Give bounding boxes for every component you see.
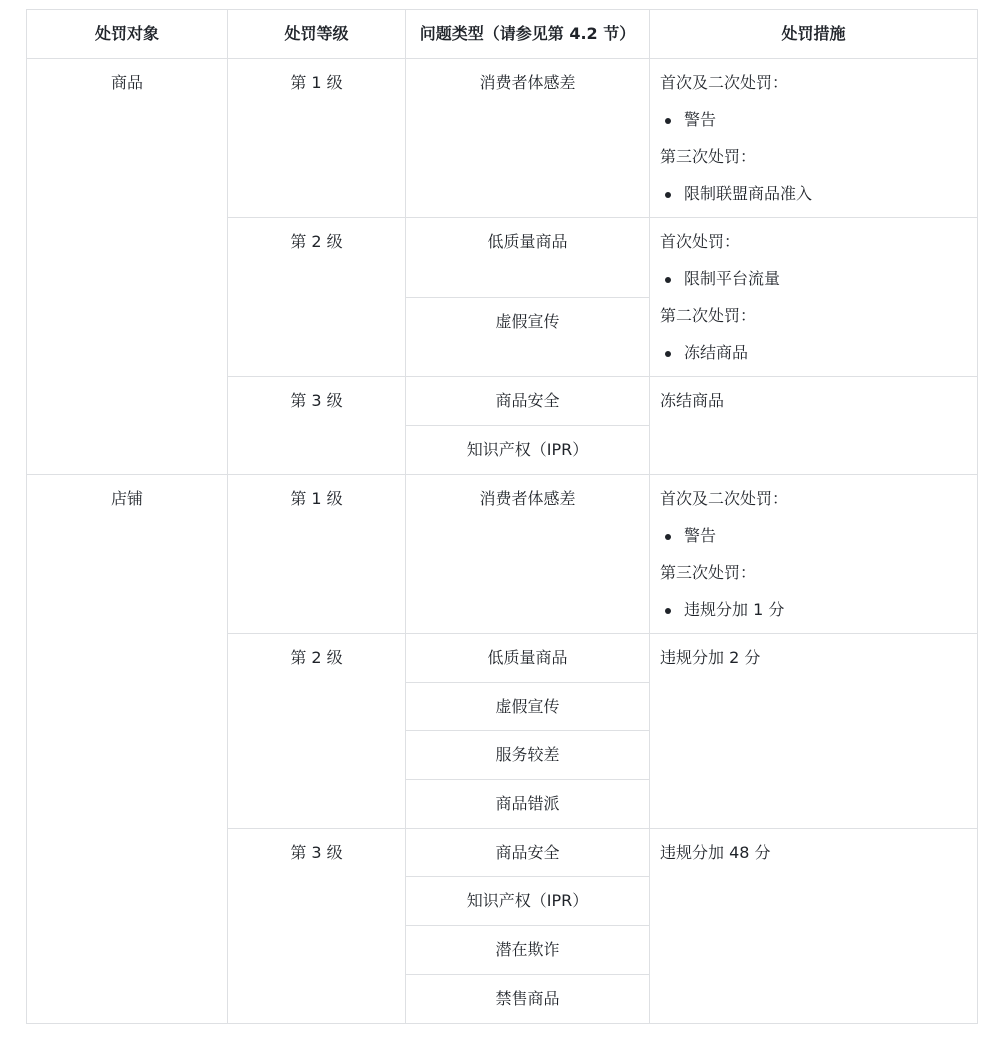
header-cell-level: 处罚等级: [228, 10, 406, 59]
issue-cell: 服务较差: [406, 731, 650, 780]
measure-heading: 第三次处罚：: [660, 563, 757, 582]
issue-cell: 知识产权（IPR）: [406, 877, 650, 926]
issue-cell: 商品安全: [406, 377, 650, 426]
level-cell: 第 2 级: [228, 634, 406, 829]
measure-heading: 首次处罚：: [660, 232, 741, 251]
measure-cell: [650, 475, 978, 634]
measure-cell: [650, 377, 978, 475]
measure-cell: [650, 634, 978, 829]
issue-cell: 知识产权（IPR）: [406, 426, 650, 475]
measure-bullet: 限制联盟商品准入: [660, 184, 967, 204]
measure-text: 违规分加 2 分: [660, 648, 761, 667]
issue-cell: 商品安全: [406, 829, 650, 877]
level-cell: 第 2 级: [228, 218, 406, 377]
object-cell-store: 店铺: [27, 475, 228, 1024]
measure-bullet: 冻结商品: [660, 343, 967, 363]
measure-heading: 第二次处罚：: [660, 306, 757, 325]
measure-bullet: 警告: [660, 526, 967, 563]
issue-cell: 潜在欺诈: [406, 926, 650, 975]
level-cell: 第 1 级: [228, 59, 406, 218]
issue-cell: 禁售商品: [406, 975, 650, 1024]
level-cell: 第 3 级: [228, 829, 406, 1024]
issue-cell: 低质量商品: [406, 634, 650, 683]
measure-heading: 首次及二次处罚：: [660, 489, 789, 508]
issue-cell: 虚假宣传: [406, 298, 650, 377]
measure-bullet: 违规分加 1 分: [660, 600, 967, 620]
issue-cell: 虚假宣传: [406, 683, 650, 731]
issue-cell: 消费者体感差: [406, 59, 650, 218]
table-row: [27, 475, 978, 634]
measure-cell: [650, 829, 978, 1024]
object-cell-product: 商品: [27, 59, 228, 475]
measure-cell: [650, 59, 978, 218]
header-cell-measures: 处罚措施: [650, 10, 978, 59]
measure-heading: 首次及二次处罚：: [660, 73, 789, 92]
level-cell: 第 1 级: [228, 475, 406, 634]
issue-cell: 商品错派: [406, 780, 650, 829]
measure-text: 冻结商品: [660, 391, 725, 410]
table-body: [27, 59, 978, 1024]
penalty-table: [26, 9, 978, 1024]
measure-heading: 第三次处罚：: [660, 147, 757, 166]
issue-cell: 低质量商品: [406, 218, 650, 298]
penalty-table-wrapper: [26, 9, 978, 1024]
measure-cell: [650, 218, 978, 377]
measure-bullet: 警告: [660, 110, 967, 147]
issue-cell: 消费者体感差: [406, 475, 650, 634]
level-cell: 第 3 级: [228, 377, 406, 475]
measure-text: 违规分加 48 分: [660, 843, 771, 862]
measure-bullet: 限制平台流量: [660, 269, 967, 306]
table-row: [27, 59, 978, 218]
header-cell-issue-type: 问题类型（请参见第 4.2 节）: [406, 10, 650, 59]
header-cell-object: 处罚对象: [27, 10, 228, 59]
table-header: [27, 10, 978, 59]
